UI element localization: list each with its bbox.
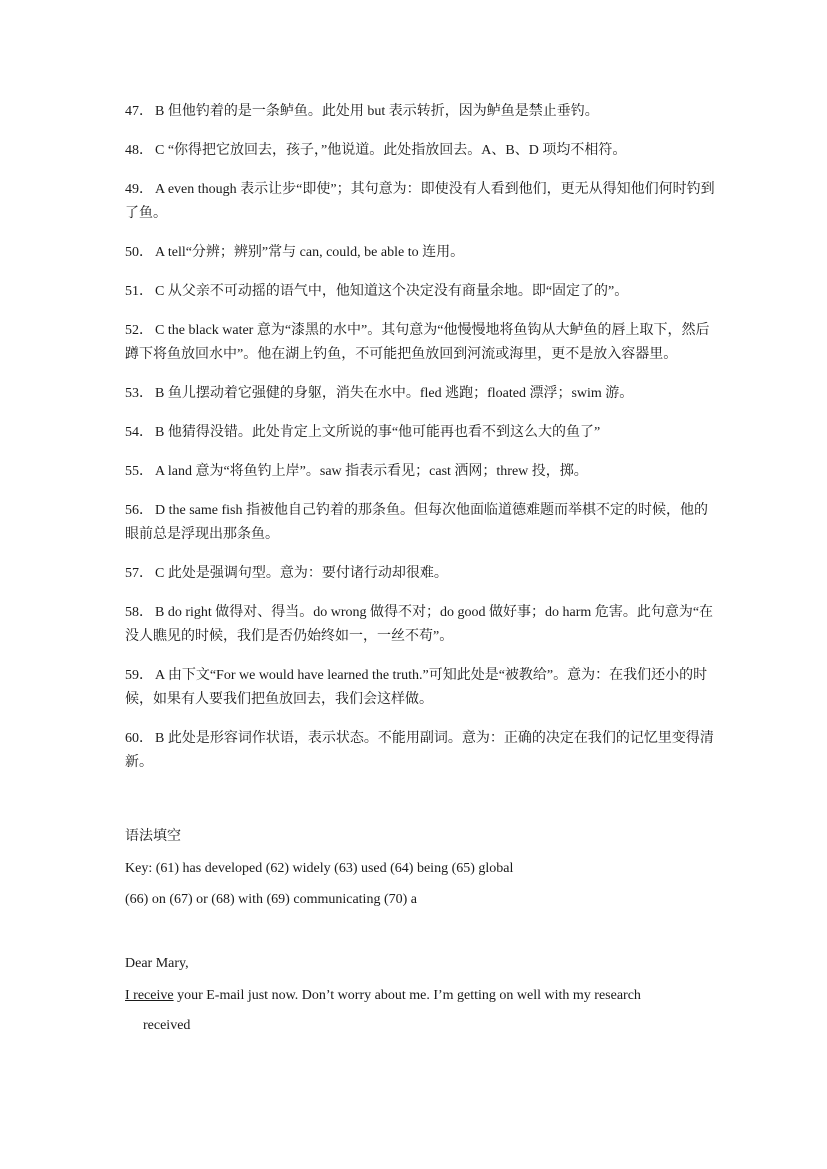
- answer-item-53: [125, 382, 715, 406]
- grammar-key-line-1: Key: (61) has developed (62) widely (63) used (64) being (65) global: [125, 861, 514, 876]
- letter-greeting: Dear Mary,: [125, 956, 189, 971]
- item-number: 48．: [125, 143, 153, 158]
- answer-item-47: [125, 100, 715, 124]
- item-number: 49．: [125, 182, 153, 197]
- item-text: C 从父亲不可动摇的语气中，他知道这个决定没有商量余地。即“固定了的”。: [155, 284, 629, 299]
- answer-item-52: [125, 319, 715, 367]
- item-text: C “你得把它放回去，孩子，”他说道。此处指放回去。A、B、D 项均不相符。: [155, 143, 627, 158]
- item-number: 53．: [125, 386, 153, 401]
- item-number: 58．: [125, 605, 153, 620]
- item-number: 55．: [125, 464, 153, 479]
- letter-line-1: [125, 984, 715, 1008]
- item-number: 60．: [125, 731, 153, 746]
- grammar-section-title: 语法填空: [125, 829, 181, 844]
- grammar-key-line-2: (66) on (67) or (68) with (69) communicating (70) a: [125, 892, 417, 907]
- answer-item-48: [125, 139, 715, 163]
- answer-item-54: [125, 421, 715, 445]
- item-number: 50．: [125, 245, 153, 260]
- item-number: 54．: [125, 425, 153, 440]
- item-text: B do right 做得对、得当。do wrong 做得不对；do good 做好事；do harm 危害。此句意为“在没人瞧见的时候，我们是否仍始终如一，一丝不苟”。: [125, 605, 714, 644]
- answer-item-50: [125, 241, 715, 265]
- item-number: 57．: [125, 566, 153, 581]
- item-text: B 他猜得没错。此处肯定上文所说的事“他可能再也看不到这么大的鱼了”: [155, 425, 601, 440]
- underlined-error: I receive: [125, 988, 174, 1003]
- item-number: 47．: [125, 104, 153, 119]
- item-text: B 鱼儿摆动着它强健的身躯，消失在水中。fled 逃跑；floated 漂浮；swim 游。: [155, 386, 634, 401]
- document-page: [125, 100, 715, 1038]
- item-number: 51．: [125, 284, 153, 299]
- item-text: A even though 表示让步“即使”；其句意为：即使没有人看到他们，更无从得知他们何时钓到了鱼。: [125, 182, 715, 221]
- item-number: 56．: [125, 503, 153, 518]
- item-text: A 由下文“For we would have learned the truth.”可知此处是“被教给”。意为：在我们还小的时候，如果有人要我们把鱼放回去，我们会这样做。: [125, 668, 708, 707]
- answer-item-49: [125, 178, 715, 226]
- item-text: B 此处是形容词作状语，表示状态。不能用副词。意为：正确的决定在我们的记忆里变得清新。: [125, 731, 714, 770]
- answer-item-57: [125, 562, 715, 586]
- item-text: A tell“分辨；辨别”常与 can, could, be able to 连用。: [155, 245, 465, 260]
- answer-item-58: [125, 601, 715, 649]
- letter-line-text: your E-mail just now. Don’t worry about me. I’m getting on well with my research: [173, 988, 641, 1003]
- item-text: D the same fish 指被他自己钓着的那条鱼。但每次他面临道德难题而举棋不定的时候，他的眼前总是浮现出那条鱼。: [125, 503, 708, 542]
- item-text: A land 意为“将鱼钓上岸”。saw 指表示看见；cast 洒网；threw 投，掷。: [155, 464, 588, 479]
- item-text: B 但他钓着的是一条鲈鱼。此处用 but 表示转折，因为鲈鱼是禁止垂钓。: [155, 104, 599, 119]
- answer-item-60: [125, 727, 715, 775]
- item-text: C 此处是强调句型。意为：要付诸行动却很难。: [155, 566, 448, 581]
- correction-word: received: [143, 1018, 191, 1033]
- answer-item-59: [125, 664, 715, 712]
- answer-item-55: [125, 460, 715, 484]
- answer-item-51: [125, 280, 715, 304]
- answer-item-56: [125, 499, 715, 547]
- item-number: 59．: [125, 668, 153, 683]
- item-text: C the black water 意为“漆黑的水中”。其句意为“他慢慢地将鱼钩从大鲈鱼的唇上取下，然后蹲下将鱼放回水中”。他在湖上钓鱼，不可能把鱼放回到河流或海里，更不是放入容器里。: [125, 323, 710, 362]
- item-number: 52．: [125, 323, 153, 338]
